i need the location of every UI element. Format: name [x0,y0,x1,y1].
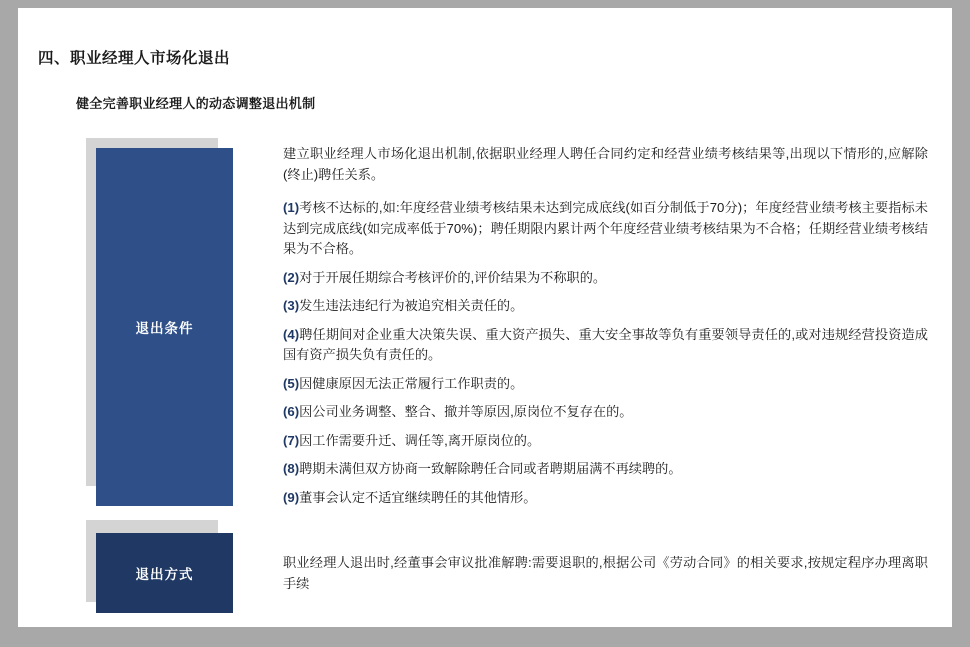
exit-conditions-intro: 建立职业经理人市场化退出机制,依据职业经理人聘任合同约定和经营业绩考核结果等,出现以下情形的,应解除(终止)聘任关系。 [283,146,928,182]
item-number: (1) [283,200,300,215]
item-text: 聘期未满但双方协商一致解除聘任合同或者聘期届满不再续聘的。 [299,461,682,476]
item-number: (3) [283,298,300,313]
exit-condition-item [283,296,928,317]
page-subtitle: 健全完善职业经理人的动态调整退出机制 [76,96,316,111]
exit-conditions-label-text: 退出条件 [135,321,194,336]
item-text: 因工作需要升迁、调任等,离开原岗位的。 [299,432,541,448]
exit-method-body [283,553,928,594]
item-number: (7) [283,432,300,448]
item-text: 对于开展任期综合考核评价的,评价结果为不称职的。 [299,269,607,285]
exit-condition-item [283,459,928,480]
exit-condition-item [283,431,928,452]
item-number: (6) [283,404,300,419]
item-text: 董事会认定不适宜继续聘任的其他情形。 [299,489,537,505]
item-number: (9) [283,489,300,505]
item-number: (8) [283,461,300,476]
item-number: (2) [283,269,300,285]
page-title: 四、职业经理人市场化退出 [38,50,231,67]
item-text: 考核不达标的,如:年度经营业绩考核结果未达到完成底线(如百分制低于70分)；年度经营业绩考核主要指标未达到完成底线(如完成率低于70%)；聘任期限内累计两个年度经营业绩考核结果为不合格；任期经营业绩考核结果为不合格。 [283,200,928,256]
exit-condition-item [283,268,928,289]
item-text: 发生违法违纪行为被追究相关责任的。 [299,298,524,313]
exit-condition-item [283,488,928,509]
exit-method-label-text: 退出方式 [135,567,194,582]
exit-condition-item [283,325,928,366]
slide-canvas [18,8,952,627]
item-number: (4) [283,326,300,342]
exit-method-text: 职业经理人退出时,经董事会审议批准解聘:需要退职的,根据公司《劳动合同》的相关要求,按规定程序办理离职手续 [283,555,928,591]
exit-conditions-body [283,144,928,508]
item-text: 因公司业务调整、整合、撤并等原因,原岗位不复存在的。 [299,404,633,419]
exit-condition-item [283,198,928,260]
exit-condition-item [283,374,928,395]
item-number: (5) [283,375,300,391]
item-text: 因健康原因无法正常履行工作职责的。 [299,375,524,391]
exit-conditions-label [96,148,233,506]
exit-condition-item [283,402,928,423]
item-text: 聘任期间对企业重大决策失误、重大资产损失、重大安全事故等负有重要领导责任的,或对违规经营投资造成国有资产损失负有责任的。 [283,326,928,362]
exit-method-label [96,533,233,613]
